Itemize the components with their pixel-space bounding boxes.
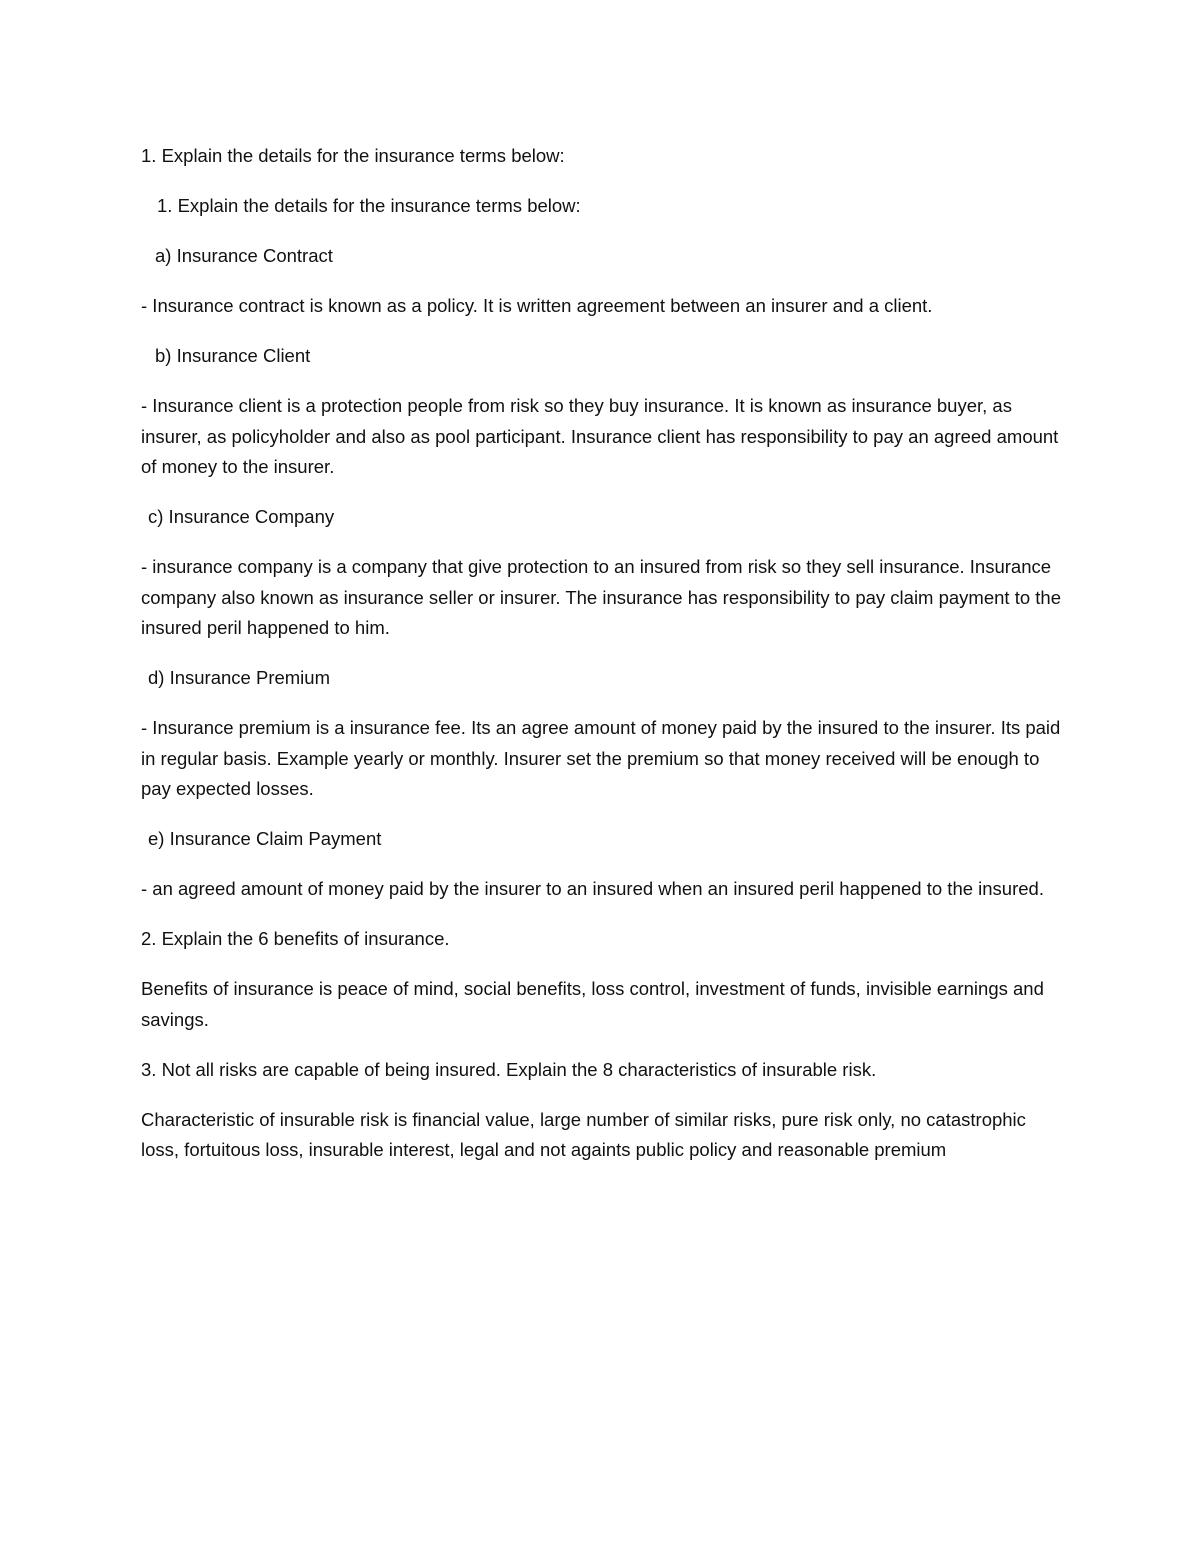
term-a-answer: - Insurance contract is known as a policy. It is written agreement between an insurer and a client. [141, 295, 933, 316]
question-3-answer: Characteristic of insurable risk is financial value, large number of similar risks, pure risk only, no catastrophic loss, fortuitous loss, insurable interest, legal and not againts public policy and reasonable premium [141, 1108, 1026, 1160]
question-1-heading: 1. Explain the details for the insurance terms below: [141, 145, 565, 166]
question-2-heading: 2. Explain the 6 benefits of insurance. [141, 928, 450, 949]
term-a-heading: a) Insurance Contract [155, 245, 333, 266]
term-e-heading: e) Insurance Claim Payment [148, 828, 382, 849]
document-body [141, 141, 1061, 1185]
question-2-answer: Benefits of insurance is peace of mind, social benefits, loss control, investment of funds, invisible earnings and savings. [141, 978, 1044, 1030]
term-b-heading: b) Insurance Client [155, 345, 311, 366]
term-d-answer: - Insurance premium is a insurance fee. Its an agree amount of money paid by the insured to the insurer. Its paid in regular basis. Example yearly or monthly. Insurer set the premium so that money received will be enough to pay expected losses. [141, 717, 1061, 799]
question-3-heading: 3. Not all risks are capable of being insured. Explain the 8 characteristics of insurable risk. [141, 1058, 877, 1080]
term-c-heading: c) Insurance Company [148, 506, 335, 527]
question-1-heading-repeat: 1. Explain the details for the insurance terms below: [157, 195, 581, 216]
term-e-answer: - an agreed amount of money paid by the insurer to an insured when an insured peril happened to the insured. [141, 878, 1044, 899]
term-d-heading: d) Insurance Premium [148, 667, 330, 688]
term-c-answer: - insurance company is a company that give protection to an insured from risk so they sell insurance. Insurance company also known as insurance seller or insurer. The insurance has responsibility to pay claim payment to the insured peril happened to him. [141, 556, 1061, 638]
term-b-answer: - Insurance client is a protection people from risk so they buy insurance. It is known as insurance buyer, as insurer, as policyholder and also as pool participant. Insurance client has responsibility to pay an agreed amount of money to the insurer. [141, 395, 1059, 477]
